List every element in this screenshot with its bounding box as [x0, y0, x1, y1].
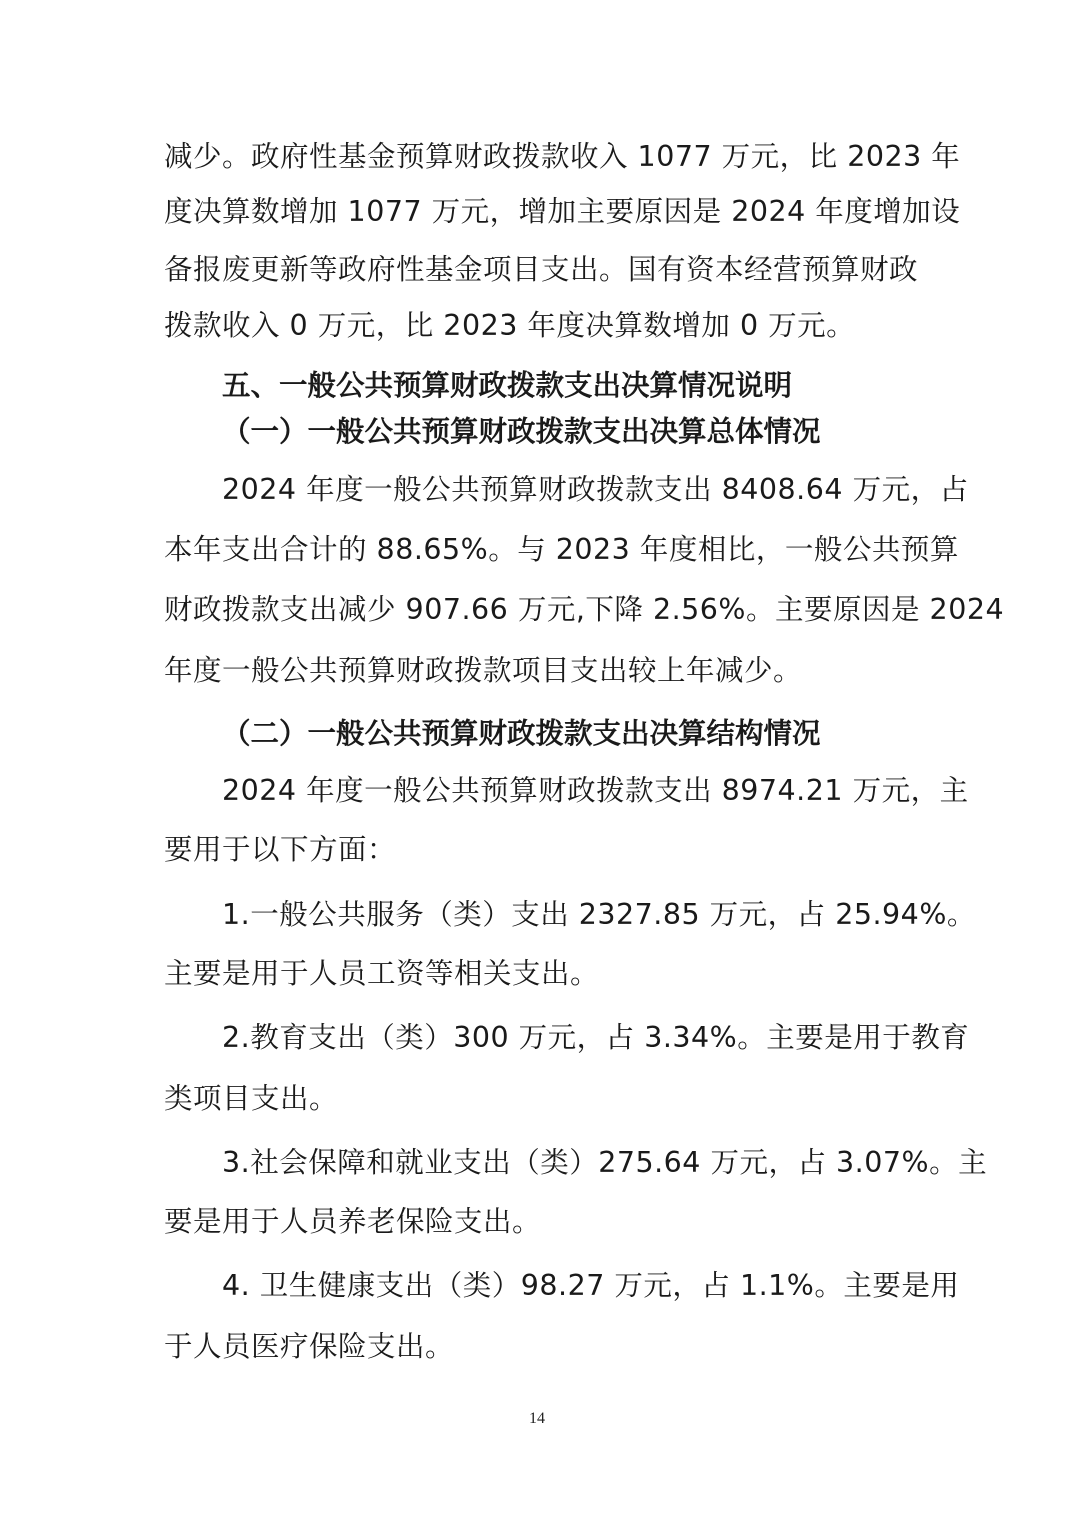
list-item-line: 于人员医疗保险支出。 — [164, 1330, 455, 1363]
list-item-line: 类项目支出。 — [164, 1082, 339, 1115]
list-item-line: 2.教育支出（类）300 万元，占 3.34%。主要是用于教育 — [222, 1021, 970, 1054]
list-item-line: 1.一般公共服务（类）支出 2327.85 万元，占 25.94%。 — [222, 898, 976, 931]
paragraph-line: 度决算数增加 1077 万元，增加主要原因是 2024 年度增加设 — [164, 195, 961, 228]
paragraph-line: 2024 年度一般公共预算财政拨款支出 8408.64 万元，占 — [222, 473, 969, 506]
paragraph-line: 财政拨款支出减少 907.66 万元,下降 2.56%。主要原因是 2024 — [164, 593, 1005, 626]
list-item-line: 4. 卫生健康支出（类）98.27 万元，占 1.1%。主要是用 — [222, 1269, 960, 1302]
subsection-heading: （二）一般公共预算财政拨款支出决算结构情况 — [222, 716, 821, 750]
list-item-line: 3.社会保障和就业支出（类）275.64 万元，占 3.07%。主 — [222, 1146, 988, 1179]
paragraph-line: 要用于以下方面： — [164, 833, 397, 866]
list-item-line: 主要是用于人员工资等相关支出。 — [164, 957, 600, 990]
paragraph-line: 减少。政府性基金预算财政拨款收入 1077 万元，比 2023 年 — [164, 140, 961, 173]
page-number: 14 — [529, 1410, 545, 1427]
list-item-line: 要是用于人员养老保险支出。 — [164, 1205, 542, 1238]
paragraph-line: 本年支出合计的 88.65%。与 2023 年度相比，一般公共预算 — [164, 533, 959, 566]
paragraph-line: 备报废更新等政府性基金项目支出。国有资本经营预算财政 — [164, 253, 919, 286]
subsection-heading: （一）一般公共预算财政拨款支出决算总体情况 — [222, 414, 821, 448]
paragraph-line: 拨款收入 0 万元，比 2023 年度决算数增加 0 万元。 — [164, 309, 856, 342]
paragraph-line: 年度一般公共预算财政拨款项目支出较上年减少。 — [164, 654, 803, 687]
section-heading: 五、一般公共预算财政拨款支出决算情况说明 — [222, 369, 793, 402]
paragraph-line: 2024 年度一般公共预算财政拨款支出 8974.21 万元，主 — [222, 774, 969, 807]
